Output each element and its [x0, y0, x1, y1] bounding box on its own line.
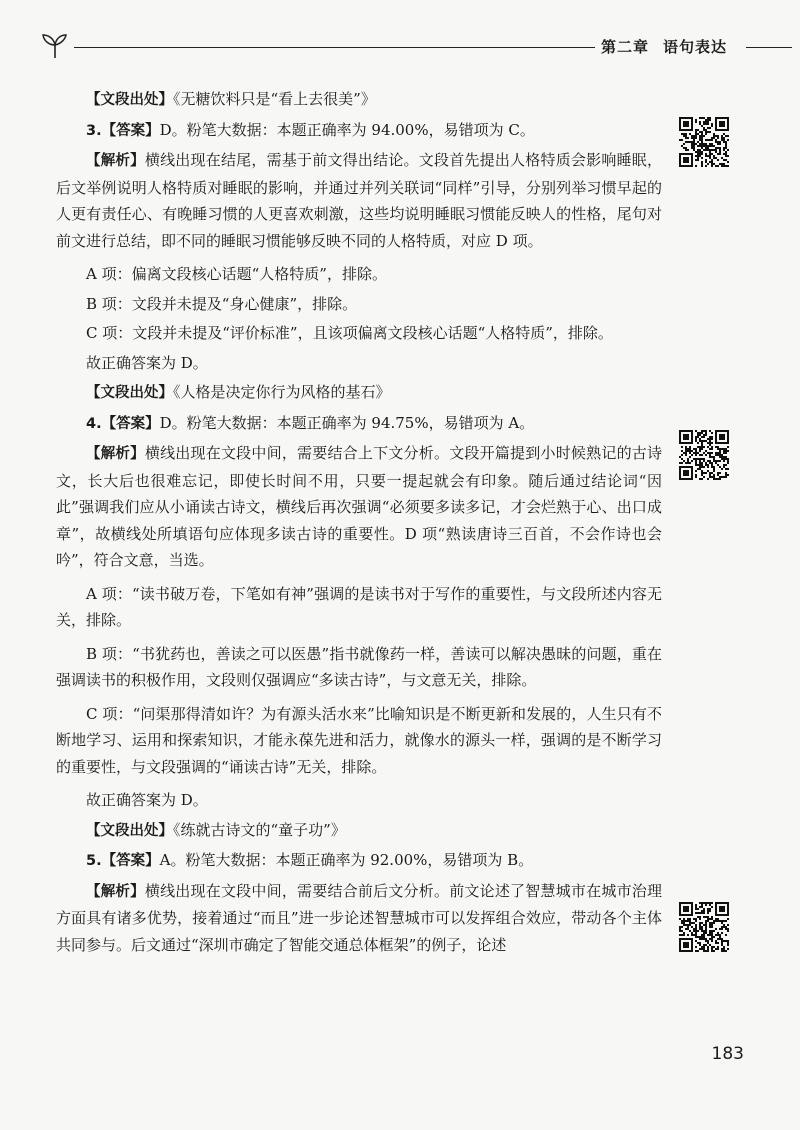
page-body: [56, 86, 662, 965]
analysis-label: 解析: [100, 883, 131, 900]
source-title: 《练就古诗文的“童子功”》: [173, 820, 346, 839]
qr-code-icon[interactable]: [679, 430, 729, 480]
source-title: 《人格是决定你行为风格的基石》: [173, 383, 391, 401]
analysis-paragraph: 【解析】横线出现在文段中间，需要结合上下文分析。文段开篇提到小时候熟记的古诗文，长大后也很难忘记，即使长时间不用，只要一提起就会有印象。随后通过结论词“因此”强调我们应从小诵读古诗文，横线后再次强调“必须要多读多记，才会烂熟于心、出口成章”，故横线处所填语句应体现多读古诗的重要性。D 项“熟读唐诗三百首，不会作诗也会吟”，符合文意，当选。: [56, 444, 662, 569]
analysis-label: 解析: [100, 446, 131, 462]
source-label: 【文段出处】: [86, 92, 173, 108]
answer-line: 5.【答案】A。粉笔大数据：本题正确率为 92.00%，易错项为 B。: [86, 851, 534, 869]
page-number: 183: [711, 1044, 744, 1064]
answer-line: 3.【答案】D。粉笔大数据：本题正确率为 94.00%，易错项为 C。: [86, 120, 535, 139]
qr-code-icon[interactable]: [679, 902, 729, 952]
source-line: [56, 379, 662, 407]
source-line: [56, 817, 662, 845]
source-label: 【文段出处】: [86, 822, 173, 839]
answer-label: 答案: [116, 122, 146, 139]
analysis-text: 横线出现在文段中间，需要结合上下文分析。文段开篇提到小时候熟记的古诗文，长大后也很难忘记，即使长时间不用，只要一提起就会有印象。随后通过结论词“因此”强调我们应从小诵读古诗文，横线后再次强调“必须要多读多记，才会烂熟于心、出口成章”，故横线处所填语句应体现多读古诗的重要性。D 项“熟读唐诗三百首，不会作诗也会吟”，符合文意，当选。: [56, 444, 662, 569]
option-note: B 项：文段并未提及“身心健康”，排除。: [86, 294, 358, 313]
source-title: 《无糖饮料只是“看上去很美”》: [173, 90, 376, 108]
option-note: C 项：“问渠那得清如许？为有源头活水来”比喻知识是不断更新和发展的，人生只有不断地学习、运用和探索知识，才能永葆先进和活力，就像水的源头一样，强调的是不断学习的重要性，与文段强调的“诵读古诗”无关，排除。: [56, 704, 662, 776]
analysis-text: 横线出现在文段中间，需要结合前后文分析。前文论述了智慧城市在城市治理方面具有诸多优势，接着通过“而且”进一步论述智慧城市可以发挥组合效应，带动各个主体共同参与。后文通过“深圳市确定了智能交通总体框架”的例子，论述: [56, 881, 662, 954]
analysis-text: 横线出现在结尾，需基于前文得出结论。文段首先提出人格特质会影响睡眠，后文举例说明人格特质对睡眠的影响，并通过并列关联词“同样”引导，分别列举习惯早起的人更有责任心、有晚睡习惯的人更喜欢刺激，这些均说明睡眠习惯能反映人的性格，尾句对前文进行总结，即不同的睡眠习惯能够反映不同的人格特质，对应 D 项。: [56, 151, 662, 250]
answer-text: A。粉笔大数据：本题正确率为 92.00%，易错项为 B。: [159, 851, 534, 869]
answer-label: 答案: [116, 415, 146, 432]
conclusion-line: 故正确答案为 D。: [86, 353, 208, 372]
conclusion-line: 故正确答案为 D。: [86, 791, 208, 809]
chapter-number: 第二章: [601, 38, 650, 56]
chapter-label: [595, 36, 733, 57]
answer-label: 答案: [116, 853, 146, 869]
running-header: [40, 28, 792, 64]
option-note: C 项：文段并未提及“评价标准”，且该项偏离文段核心话题“人格特质”，排除。: [86, 324, 613, 342]
chapter-title: 语句表达: [663, 38, 728, 56]
option-note: B 项：“书犹药也，善读之可以医愚”指书就像药一样，善读可以解决愚昧的问题，重在强调读书的积极作用，文段则仅强调应“多读古诗”，与文意无关，排除。: [56, 644, 662, 689]
sprout-icon: [40, 30, 70, 64]
qr-code-icon[interactable]: [679, 117, 729, 167]
source-line: [56, 86, 662, 114]
source-label: 【文段出处】: [86, 385, 173, 401]
option-note: A 项：偏离文段核心话题“人格特质”，排除。: [86, 265, 387, 283]
header-rule-left: [74, 47, 624, 48]
answer-line: 4.【答案】D。粉笔大数据：本题正确率为 94.75%，易错项为 A。: [86, 413, 535, 432]
analysis-paragraph: 【解析】横线出现在结尾，需基于前文得出结论。文段首先提出人格特质会影响睡眠，后文举例说明人格特质对睡眠的影响，并通过并列关联词“同样”引导，分别列举习惯早起的人更有责任心、有晚睡习惯的人更喜欢刺激，这些均说明睡眠习惯能反映人的性格，尾句对前文进行总结，即不同的睡眠习惯能够反映不同的人格特质，对应 D 项。: [56, 151, 662, 250]
analysis-paragraph: 【解析】横线出现在文段中间，需要结合前后文分析。前文论述了智慧城市在城市治理方面具有诸多优势，接着通过“而且”进一步论述智慧城市可以发挥组合效应，带动各个主体共同参与。后文通过“深圳市确定了智能交通总体框架”的例子，论述: [56, 881, 662, 954]
header-rule-right: [746, 47, 792, 48]
answer-text: D。粉笔大数据：本题正确率为 94.00%，易错项为 C。: [159, 120, 535, 139]
option-note: A 项：“读书破万卷，下笔如有神”强调的是读书对于写作的重要性，与文段所述内容无关，排除。: [56, 584, 662, 629]
answer-text: D。粉笔大数据：本题正确率为 94.75%，易错项为 A。: [159, 413, 535, 432]
analysis-label: 解析: [100, 153, 131, 169]
